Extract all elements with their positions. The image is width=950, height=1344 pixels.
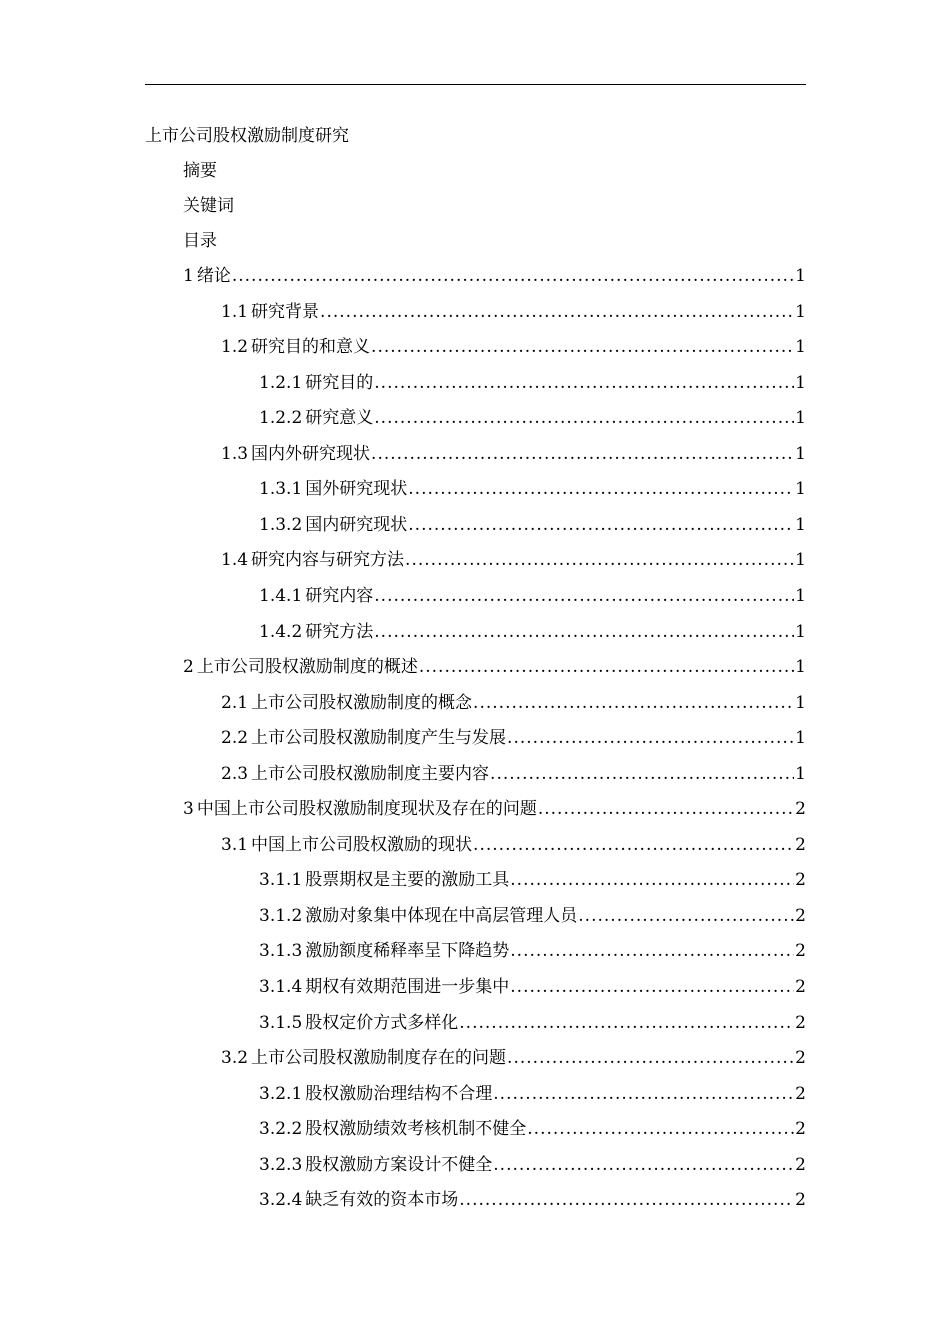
toc-entry[interactable] bbox=[259, 620, 806, 644]
toc-entry-page-number: 2 bbox=[795, 799, 806, 819]
toc-entry-title: 研究方法 bbox=[305, 622, 374, 642]
toc-entry-title: 研究意义 bbox=[305, 408, 374, 428]
toc-dot-leader bbox=[507, 726, 794, 750]
toc-entry[interactable] bbox=[221, 548, 806, 572]
toc-entry-title: 激励对象集中体现在中高层管理人员 bbox=[305, 906, 578, 926]
toc-entry-page-number: 1 bbox=[795, 515, 806, 535]
toc-dot-leader bbox=[374, 371, 794, 395]
toc-entry-number: 2.2 bbox=[221, 728, 249, 748]
toc-entry[interactable] bbox=[259, 371, 806, 395]
toc-entry[interactable] bbox=[259, 477, 806, 501]
toc-entry[interactable] bbox=[221, 691, 806, 715]
toc-entry-number: 3.1.5 bbox=[259, 1013, 303, 1033]
toc-entry[interactable] bbox=[183, 655, 806, 679]
toc-dot-leader bbox=[538, 797, 794, 821]
toc-entry-page-number: 1 bbox=[795, 373, 806, 393]
toc-entry-title: 期权有效期范围进一步集中 bbox=[305, 977, 510, 997]
toc-entry-number: 3.2.2 bbox=[259, 1119, 303, 1139]
toc-entry[interactable] bbox=[259, 584, 806, 608]
toc-entry-number: 1.3.2 bbox=[259, 515, 303, 535]
toc-entry-number: 3.1.3 bbox=[259, 941, 303, 961]
toc-entry-page-number: 2 bbox=[795, 906, 806, 926]
toc-entry[interactable] bbox=[221, 762, 806, 786]
toc-entry-page-number: 2 bbox=[795, 1013, 806, 1033]
toc-entry-title: 上市公司股权激励制度的概念 bbox=[251, 693, 473, 713]
toc-entry-title: 国外研究现状 bbox=[305, 479, 408, 499]
toc-dot-leader bbox=[232, 264, 794, 288]
toc-entry[interactable] bbox=[259, 904, 806, 928]
toc-entry[interactable] bbox=[221, 442, 806, 466]
toc-entry-number: 1.4 bbox=[221, 550, 249, 570]
toc-dot-leader bbox=[374, 406, 794, 430]
toc-entry-page-number: 1 bbox=[795, 622, 806, 642]
toc-entry-number: 1.2.1 bbox=[259, 373, 303, 393]
toc-entry-page-number: 1 bbox=[795, 479, 806, 499]
toc-entry-number: 3.2.4 bbox=[259, 1190, 303, 1210]
toc-entry[interactable] bbox=[221, 335, 806, 359]
toc-entry[interactable] bbox=[259, 1011, 806, 1035]
header-rule bbox=[145, 84, 806, 85]
toc-entry-page-number: 2 bbox=[795, 1048, 806, 1068]
toc-entry-page-number: 1 bbox=[795, 444, 806, 464]
toc-dot-leader bbox=[371, 442, 794, 466]
front-matter-abstract: 摘要 bbox=[183, 161, 217, 181]
toc-entry-number: 3.1.4 bbox=[259, 977, 303, 997]
toc-dot-leader bbox=[527, 1117, 794, 1141]
toc-entry-title: 激励额度稀释率呈下降趋势 bbox=[305, 941, 510, 961]
toc-entry-number: 2.1 bbox=[221, 693, 249, 713]
toc-entry[interactable] bbox=[259, 939, 806, 963]
toc-dot-leader bbox=[374, 620, 794, 644]
toc-dot-leader bbox=[459, 1188, 794, 1212]
toc-dot-leader bbox=[459, 1011, 794, 1035]
toc-entry-page-number: 1 bbox=[795, 266, 806, 286]
toc-entry-number: 1.1 bbox=[221, 302, 249, 322]
front-matter-keywords: 关键词 bbox=[183, 196, 234, 216]
toc-entry-number: 3.2.1 bbox=[259, 1084, 303, 1104]
toc-entry-page-number: 2 bbox=[795, 870, 806, 890]
front-matter-contents: 目录 bbox=[183, 231, 217, 251]
toc-entry[interactable] bbox=[259, 868, 806, 892]
toc-entry[interactable] bbox=[259, 1153, 806, 1177]
toc-entry-page-number: 1 bbox=[795, 550, 806, 570]
toc-dot-leader bbox=[507, 1046, 794, 1070]
toc-entry-title: 股权激励治理结构不合理 bbox=[305, 1084, 493, 1104]
toc-entry[interactable] bbox=[259, 1117, 806, 1141]
toc-entry-page-number: 1 bbox=[795, 764, 806, 784]
toc-entry-page-number: 2 bbox=[795, 1155, 806, 1175]
toc-entry-number: 1.4.2 bbox=[259, 622, 303, 642]
toc-entry-title: 研究内容 bbox=[305, 586, 374, 606]
toc-entry[interactable] bbox=[221, 833, 806, 857]
toc-entry-title: 股权激励方案设计不健全 bbox=[305, 1155, 493, 1175]
toc-dot-leader bbox=[493, 1082, 794, 1106]
toc-entry-title: 国内研究现状 bbox=[305, 515, 408, 535]
toc-entry-title: 研究内容与研究方法 bbox=[251, 550, 405, 570]
toc-entry-number: 1.2.2 bbox=[259, 408, 303, 428]
toc-entry-page-number: 1 bbox=[795, 586, 806, 606]
document-title: 上市公司股权激励制度研究 bbox=[145, 126, 349, 146]
toc-entry-page-number: 2 bbox=[795, 977, 806, 997]
toc-entry-page-number: 2 bbox=[795, 835, 806, 855]
toc-entry-title: 股票期权是主要的激励工具 bbox=[305, 870, 510, 890]
toc-entry[interactable] bbox=[259, 513, 806, 537]
toc-entry-title: 中国上市公司股权激励的现状 bbox=[251, 835, 473, 855]
toc-dot-leader bbox=[374, 584, 794, 608]
toc-dot-leader bbox=[371, 335, 794, 359]
toc-entry-page-number: 2 bbox=[795, 1119, 806, 1139]
toc-entry-page-number: 1 bbox=[795, 302, 806, 322]
toc-entry-title: 研究目的和意义 bbox=[251, 337, 371, 357]
toc-entry-page-number: 1 bbox=[795, 693, 806, 713]
toc-entry-number: 2.3 bbox=[221, 764, 249, 784]
toc-dot-leader bbox=[473, 691, 794, 715]
toc-entry-title: 研究背景 bbox=[251, 302, 320, 322]
toc-dot-leader bbox=[510, 975, 794, 999]
toc-dot-leader bbox=[405, 548, 794, 572]
toc-dot-leader bbox=[408, 513, 794, 537]
toc-entry-page-number: 1 bbox=[795, 657, 806, 677]
toc-entry-number: 3.2 bbox=[221, 1048, 249, 1068]
toc-entry[interactable] bbox=[259, 1082, 806, 1106]
toc-entry-title: 绪论 bbox=[196, 266, 231, 286]
toc-entry-title: 上市公司股权激励制度产生与发展 bbox=[251, 728, 507, 748]
toc-dot-leader bbox=[473, 833, 794, 857]
toc-dot-leader bbox=[490, 762, 794, 786]
toc-entry[interactable] bbox=[183, 797, 806, 821]
toc-entry[interactable] bbox=[221, 300, 806, 324]
toc-entry-number: 3.1.1 bbox=[259, 870, 303, 890]
toc-dot-leader bbox=[510, 868, 794, 892]
toc-entry-number: 3.1.2 bbox=[259, 906, 303, 926]
toc-entry-number: 1.3.1 bbox=[259, 479, 303, 499]
toc-entry-number: 1.2 bbox=[221, 337, 249, 357]
toc-entry[interactable] bbox=[259, 975, 806, 999]
toc-entry-title: 上市公司股权激励制度存在的问题 bbox=[251, 1048, 507, 1068]
toc-entry-number: 3 bbox=[183, 799, 194, 819]
toc-dot-leader bbox=[408, 477, 794, 501]
toc-dot-leader bbox=[419, 655, 794, 679]
toc-entry-title: 国内外研究现状 bbox=[251, 444, 371, 464]
toc-entry-page-number: 2 bbox=[795, 941, 806, 961]
toc-entry-number: 1.3 bbox=[221, 444, 249, 464]
toc-entry-page-number: 1 bbox=[795, 337, 806, 357]
toc-entry-number: 1.4.1 bbox=[259, 586, 303, 606]
toc-entry-number: 2 bbox=[183, 657, 194, 677]
toc-entry[interactable] bbox=[221, 1046, 806, 1070]
toc-entry-page-number: 2 bbox=[795, 1084, 806, 1104]
toc-dot-leader bbox=[510, 939, 794, 963]
toc-entry-page-number: 1 bbox=[795, 408, 806, 428]
toc-entry-number: 1 bbox=[183, 266, 194, 286]
toc-entry-page-number: 2 bbox=[795, 1190, 806, 1210]
toc-entry[interactable] bbox=[221, 726, 806, 750]
toc-entry-title: 股权定价方式多样化 bbox=[305, 1013, 459, 1033]
toc-entry-page-number: 1 bbox=[795, 728, 806, 748]
toc-entry-title: 股权激励绩效考核机制不健全 bbox=[305, 1119, 527, 1139]
toc-entry-title: 缺乏有效的资本市场 bbox=[305, 1190, 459, 1210]
toc-entry[interactable] bbox=[259, 1188, 806, 1212]
toc-dot-leader bbox=[320, 300, 794, 324]
toc-entry-title: 上市公司股权激励制度的概述 bbox=[196, 657, 418, 677]
toc-entry-title: 上市公司股权激励制度主要内容 bbox=[251, 764, 490, 784]
toc-entry[interactable] bbox=[259, 406, 806, 430]
toc-entry-number: 3.2.3 bbox=[259, 1155, 303, 1175]
toc-dot-leader bbox=[493, 1153, 794, 1177]
toc-entry-title: 研究目的 bbox=[305, 373, 374, 393]
toc-entry[interactable] bbox=[183, 264, 806, 288]
toc-entry-title: 中国上市公司股权激励制度现状及存在的问题 bbox=[196, 799, 537, 819]
toc-dot-leader bbox=[578, 904, 794, 928]
toc-entry-number: 3.1 bbox=[221, 835, 249, 855]
